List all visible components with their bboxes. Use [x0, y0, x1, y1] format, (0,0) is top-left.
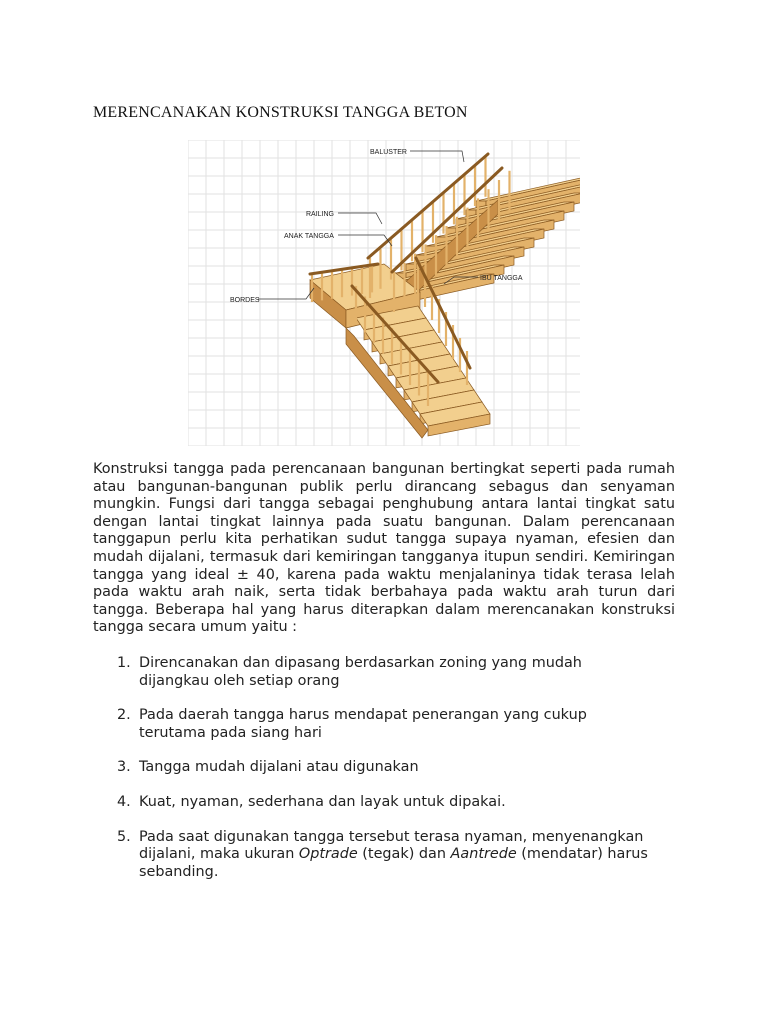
requirements-list [93, 655, 653, 881]
list-number: 3. [117, 759, 131, 776]
list-item [93, 759, 653, 777]
leader-line [338, 213, 382, 224]
term-optrade: Optrade [298, 846, 358, 863]
page-title: MERENCANAKAN KONSTRUKSI TANGGA BETON [93, 104, 468, 121]
term-aantrede: Aantrede [450, 846, 517, 863]
leader-line [258, 288, 314, 299]
list-text-part: Pada saat digunakan tangga tersebut terasa nyaman, menyenangkan dijalani, maka ukuran [139, 828, 644, 863]
list-item [93, 829, 653, 882]
list-number: 1. [117, 655, 131, 671]
list-text: Direncanakan dan dipasang berdasarkan zoning yang mudah dijangkau oleh setiap orang [139, 655, 582, 689]
label-bordes: BORDES [230, 297, 260, 304]
list-text [139, 829, 648, 880]
staircase-illustration [188, 140, 580, 446]
intro-paragraph: Konstruksi tangga pada perencanaan bangunan bertingkat seperti pada rumah atau bangunan-bangunan publik perlu dirancang sebagus dan senyaman mungkin. Fungsi dari tangga sebagai penghubung antara lantai tingkat satu dengan lantai tingkat lainnya pada suatu bangunan. Dalam perencanaan tanggapun perlu kita perhatikan sudut tangga supaya nyaman, efesien dan mudah dijalani, termasuk dari kemiringan tangganya itupun sendiri. Kemiringan tangga yang ideal ± 40, karena pada waktu menjalaninya tidak terasa lelah pada waktu arah naik, serta tidak berbahaya pada waktu arah turun dari tangga. Beberapa hal yang harus diterapkan dalam merencanakan konstruksi tangga secara umum yaitu : [93, 461, 675, 636]
list-item [93, 655, 653, 690]
label-ibu-tangga: IBU TANGGA [480, 275, 523, 282]
list-item [93, 707, 653, 742]
list-text-part: (tegak) dan [357, 846, 451, 863]
list-text-part: (mendatar) harus sebanding. [139, 846, 648, 880]
list-number: 2. [117, 707, 131, 724]
label-railing: RAILING [306, 211, 335, 218]
list-number: 4. [117, 793, 131, 810]
leader-line [410, 151, 464, 162]
list-text: Pada daerah tangga harus mendapat penerangan yang cukup terutama pada siang hari [139, 707, 587, 741]
list-text: Kuat, nyaman, sederhana dan layak untuk dipakai. [139, 793, 506, 810]
staircase-figure [188, 140, 580, 446]
list-number: 5. [117, 828, 131, 845]
label-baluster: BALUSTER [370, 149, 407, 156]
list-item [93, 794, 653, 812]
list-text: Tangga mudah dijalani atau digunakan [139, 759, 419, 776]
label-anak-tangga: ANAK TANGGA [284, 233, 334, 240]
